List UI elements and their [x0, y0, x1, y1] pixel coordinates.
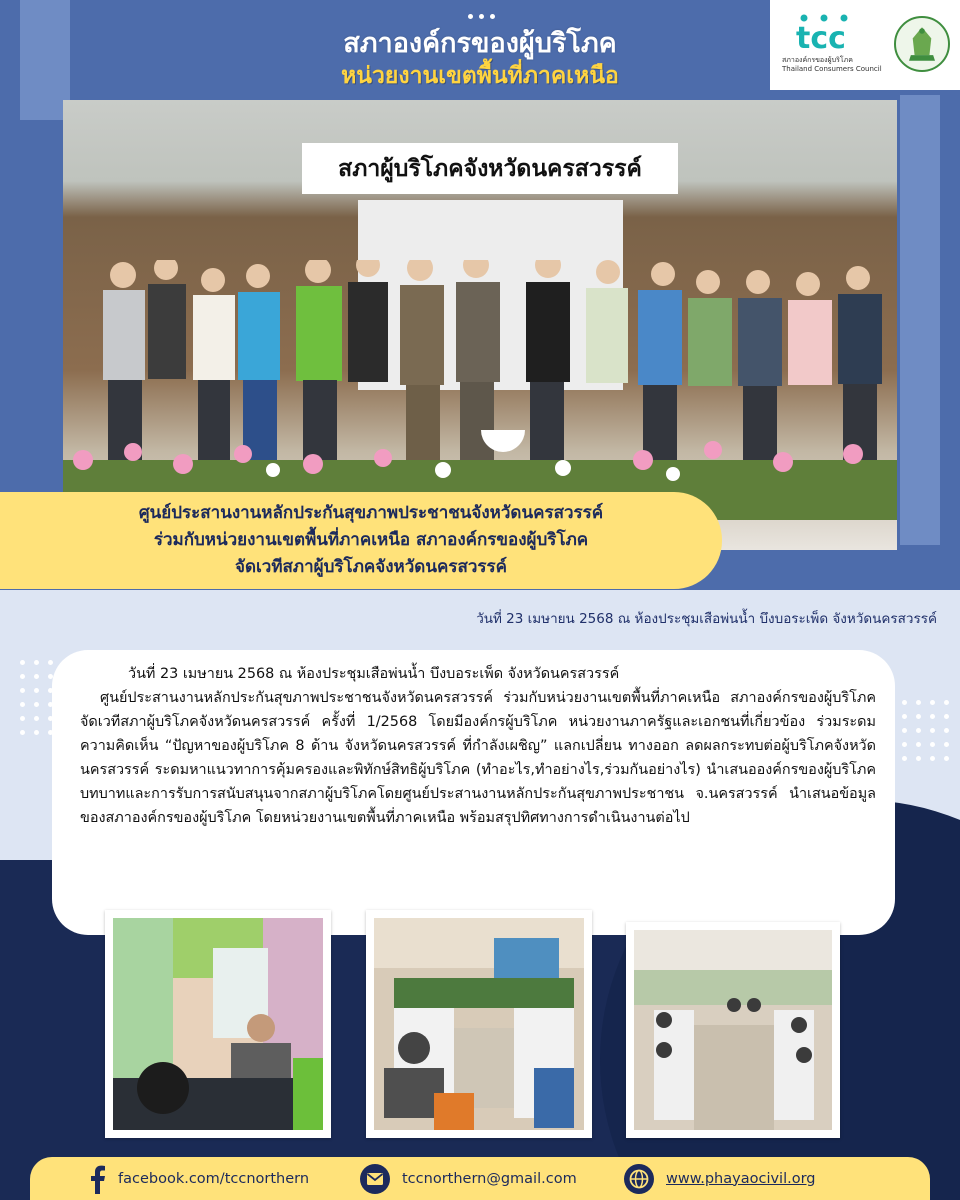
- footer-website[interactable]: [624, 1157, 816, 1200]
- tcc-logo: [782, 10, 882, 78]
- svg-text:tcc: tcc: [796, 21, 846, 54]
- page-subtitle: หน่วยงานเขตพื้นที่ภาคเหนือ: [341, 63, 619, 89]
- tcc-logo-icon: [794, 10, 864, 54]
- photo-label: สภาผู้บริโภคจังหวัดนครสวรรค์: [302, 143, 678, 194]
- logo-panel: [770, 0, 960, 90]
- meeting-photo-1: [105, 910, 331, 1138]
- article-paragraph-1: วันที่ 23 เมษายน 2568 ณ ห้องประชุมเสือพ่นน้ำ บึงบอระเพ็ด จังหวัดนครสวรรค์: [128, 666, 620, 682]
- article-body: [80, 662, 876, 830]
- tcc-name-th: สภาองค์กรของผู้บริโภค: [782, 56, 853, 64]
- meeting-photo-3: [626, 922, 840, 1138]
- decorative-dots-left: [20, 660, 53, 735]
- footer-facebook[interactable]: [88, 1157, 309, 1200]
- headline-line-3: จัดเวทีสภาผู้บริโภคจังหวัดนครสวรรค์: [234, 557, 508, 577]
- globe-icon: [624, 1164, 654, 1194]
- facebook-link[interactable]: facebook.com/tccnorthern: [118, 1170, 310, 1187]
- meeting-photo-2: [366, 910, 592, 1138]
- headline-line-1: ศูนย์ประสานงานหลักประกันสุขภาพประชาชนจังหวัดนครสวรรค์: [138, 503, 604, 523]
- headline-line-2: ร่วมกับหน่วยงานเขตพื้นที่ภาคเหนือ สภาองค์กรของผู้บริโภค: [153, 530, 589, 550]
- background-stripe: [900, 95, 940, 545]
- tcc-name-en: Thailand Consumers Council: [782, 65, 882, 73]
- footer-email[interactable]: [360, 1157, 577, 1200]
- email-link[interactable]: tccnorthern@gmail.com: [402, 1170, 577, 1187]
- event-date-location: วันที่ 23 เมษายน 2568 ณ ห้องประชุมเสือพ่นน้ำ บึงบอระเพ็ด จังหวัดนครสวรรค์: [476, 611, 937, 627]
- facebook-icon: [88, 1164, 106, 1194]
- website-link[interactable]: www.phayaocivil.org: [666, 1170, 816, 1187]
- headline-banner: [0, 492, 722, 589]
- page-title: สภาองค์กรของผู้บริโภค: [343, 28, 617, 59]
- provincial-seal-icon: [894, 16, 950, 72]
- header-dots: [468, 14, 495, 19]
- article-paragraph-2: ศูนย์ประสานงานหลักประกันสุขภาพประชาชนจังหวัดนครสวรรค์ ร่วมกับหน่วยงานเขตพื้นที่ภาคเหนือ สภาองค์กรของผู้บริโภค จัดเวทีสภาผู้บริโภคจังหวัดนครสวรรค์ ครั้งที่ 1/2568 โดยมีองค์กรผู้บริโภค หน่วยงานภาครัฐและเอกชนที่เกี่ยวข้อง ร่วมระดมความคิดเห็น “ปัญหาของผู้บริโภค 8 ด้าน จังหวัดนครสวรรค์ ที่กำลังเผชิญ” แลกเปลี่ยน ทางออก ลดผลกระทบต่อผู้บริโภคจังหวัดนครสวรรค์ ระดมหาแนวทาการคุ้มครองและพิทักษ์สิทธิผู้บริโภค (ทำอะไร,ทำอย่างไร,ร่วมกันอย่างไร) นำเสนอองค์กรของผู้บริโภค บทบาทและการรับการสนับสนุนจากสภาผู้บริโภคโดยศูนย์ประสานงานหลักประกันสุขภาพประชาชน จ.นครสวรรค์ นำเสนอข้อมูลของสภาองค์กรของผู้บริโภค โดยหน่วยงานเขตพื้นที่ภาคเหนือ พร้อมสรุปทิศทางการดำเนินงานต่อไป: [80, 690, 876, 826]
- decorative-dots-right: [888, 700, 949, 761]
- email-icon: [360, 1164, 390, 1194]
